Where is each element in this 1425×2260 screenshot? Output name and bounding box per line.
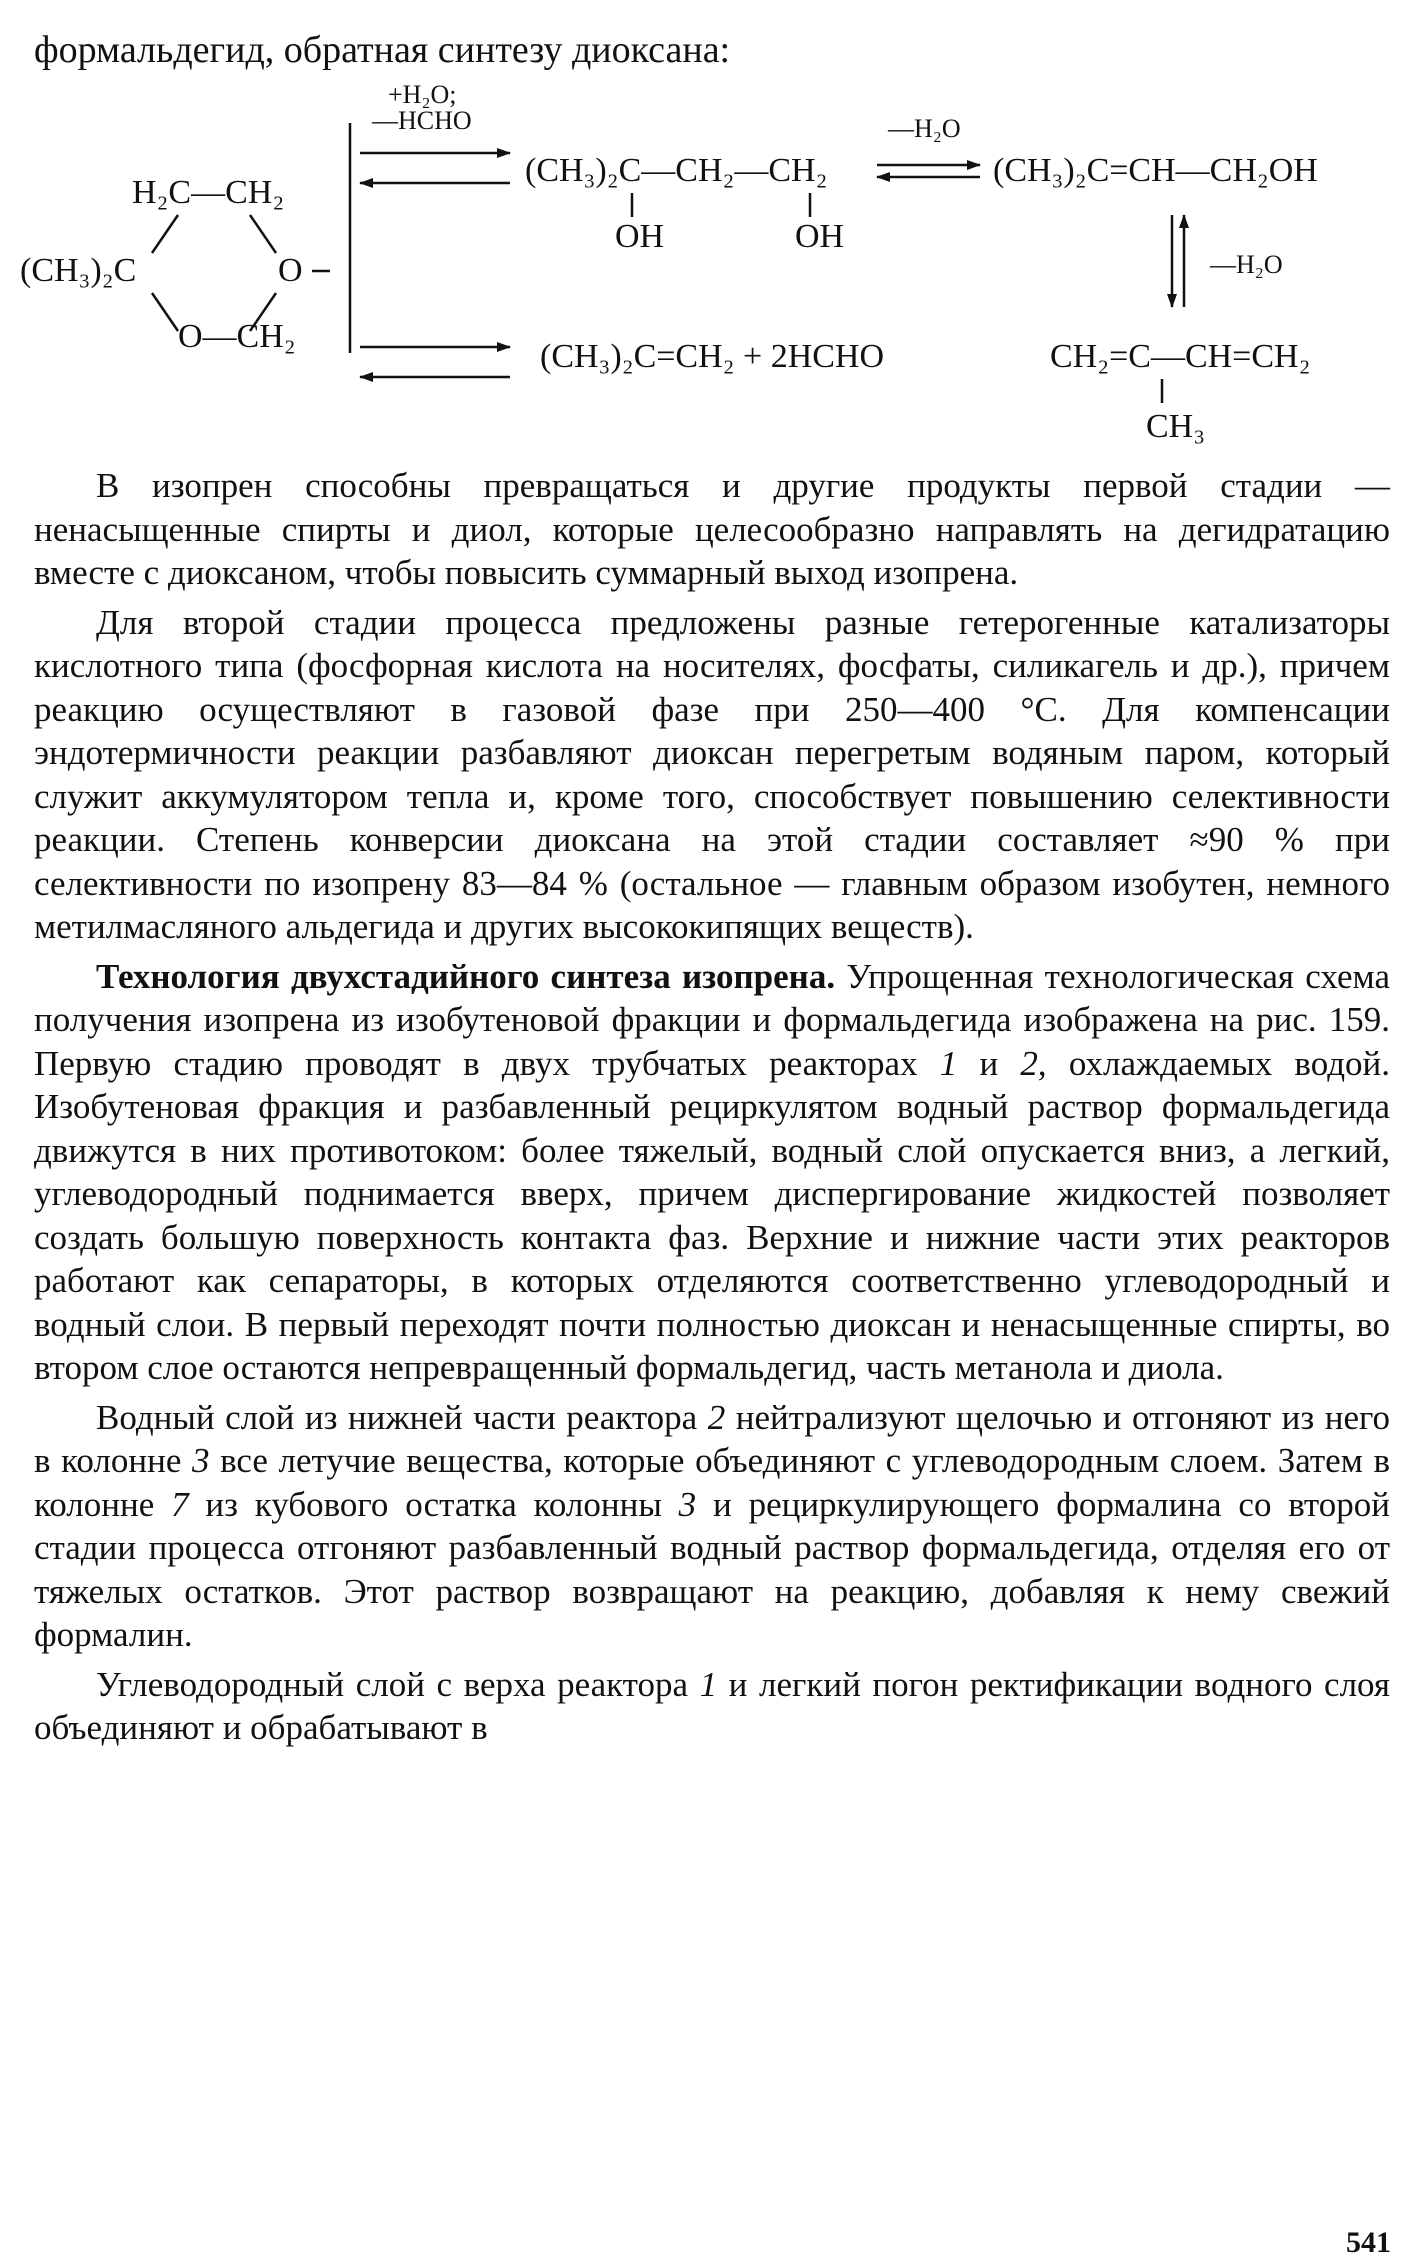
paragraph	[34, 464, 1390, 595]
text-run: из кубового остатка колонны	[188, 1484, 679, 1524]
equipment-number: 7	[171, 1484, 189, 1524]
text-run: нейтрализуют щелочью и отгоняют из него в колонне	[34, 1397, 1390, 1480]
equipment-number: 1	[939, 1043, 958, 1083]
paragraph-lead: Технология двухстадийного синтеза изопрена.	[96, 956, 836, 996]
reaction-scheme	[0, 85, 1425, 465]
text-run: и рециркулирующего формалина со второй стадии процесса отгоняют разбавленный водный раствор формальдегида, отделяя его от тяжелых остатков. Этот раствор возвращают на реакцию, добавляя к нему свежий формалин.	[34, 1484, 1390, 1654]
body-text	[34, 464, 1390, 1756]
intro-line: формальдегид, обратная синтезу диоксана:	[34, 29, 731, 71]
dioxane-o: O	[278, 252, 303, 289]
text-run: и	[957, 1043, 1021, 1083]
text-run: Для второй стадии процесса предложены разные гетерогенные катализаторы кислотного типа (фосфорная кислота на носителях, фосфаты, силикагель и др.), причем реакцию осуществляют в газовой фазе при 250—400 °C. Для компенсации эндотермичности реакции разбавляют диоксан перегретым водяным паром, который служит аккумулятором тепла и, кроме того, способствует повышению селективности реакции. Степень конверсии диоксана на этой стадии составляет ≈90 % при селективности по изопрену 83—84 % (остальное — главным образом изобутен, немного метилмасляного альдегида и других высококипящих веществ).	[34, 602, 1390, 946]
arrow2-label: —H₂O	[888, 114, 961, 143]
paragraph	[34, 601, 1390, 949]
paragraph	[34, 955, 1390, 1390]
text-run: Углеводородный слой с верха реактора	[96, 1664, 700, 1704]
isoprene-methyl: CH₃	[1146, 408, 1206, 445]
text-run: В изопрен способны превращаться и другие продукты первой стадии — ненасыщенные спирты и диол, которые целесообразно направлять на дегидратацию вместе с диоксаном, чтобы повысить суммарный выход изопрена.	[34, 466, 1390, 592]
text-run: все летучие вещества, которые объединяют с углеводородным слоем. Затем в колонне	[34, 1441, 1390, 1524]
ring-bond	[250, 215, 276, 253]
dioxane-top: H₂C—CH₂	[132, 174, 285, 211]
diol: (CH₃)₂C—CH₂—CH₂	[525, 152, 828, 189]
equipment-number: 3	[191, 1441, 210, 1480]
diol-oh-2: OH	[795, 218, 845, 255]
text-run: Упрощенная технологическая схема получения изопрена из изобутеновой фракции и формальдегида изображена на рис. 159. Первую стадию проводят в двух трубчатых реакторах	[34, 956, 1390, 1083]
paragraph	[34, 1396, 1390, 1657]
text-run: Водный слой из нижней части реактора	[96, 1397, 708, 1437]
equipment-number: 2	[707, 1397, 726, 1437]
unsaturated-alcohol: (CH₃)₂C=CH—CH₂OH	[993, 152, 1318, 189]
ring-bond	[152, 215, 178, 253]
dioxane-left: (CH₃)₂C	[20, 252, 137, 289]
split-products: (CH₃)₂C=CH₂ + 2HCHO	[540, 338, 885, 375]
arrow3-label: —H₂O	[1210, 250, 1283, 279]
dioxane-bottom: O—CH₂	[178, 318, 296, 355]
equipment-number: 3	[678, 1484, 697, 1524]
arrow1-label-2: —HCHO	[372, 106, 472, 135]
arrow1-label-1: +H₂O;	[388, 85, 457, 109]
equipment-number: 2	[1020, 1043, 1038, 1083]
text-run: , охлаждаемых водой. Изобутеновая фракция и разбавленный рециркулятом водный раствор формальдегида движутся в них противотоком: более тяжелый, водный слой опускается вниз, а легкий, углеводородный поднимается вверх, причем диспергирование жидкостей позволяет создать большую поверхность контакта фаз. Верхние и нижние части этих реакторов работают как сепараторы, в которых отделяются соответственно углеводородный и водный слои. В первый переходят почти полностью диоксан и ненасыщенные спирты, во втором слое остаются непревращенный формальдегид, часть метанола и диола.	[34, 1043, 1390, 1387]
diol-oh-1: OH	[615, 218, 665, 255]
isoprene: CH₂=C—CH=CH₂	[1050, 338, 1311, 375]
text-run: и легкий погон ректификации водного слоя объединяют и обрабатывают в	[34, 1664, 1390, 1747]
page-number: 541	[1346, 2226, 1391, 2259]
equipment-number: 1	[699, 1664, 718, 1704]
paragraph	[34, 1663, 1390, 1750]
ring-bond	[152, 293, 178, 331]
reaction-scheme-svg	[0, 85, 1425, 465]
